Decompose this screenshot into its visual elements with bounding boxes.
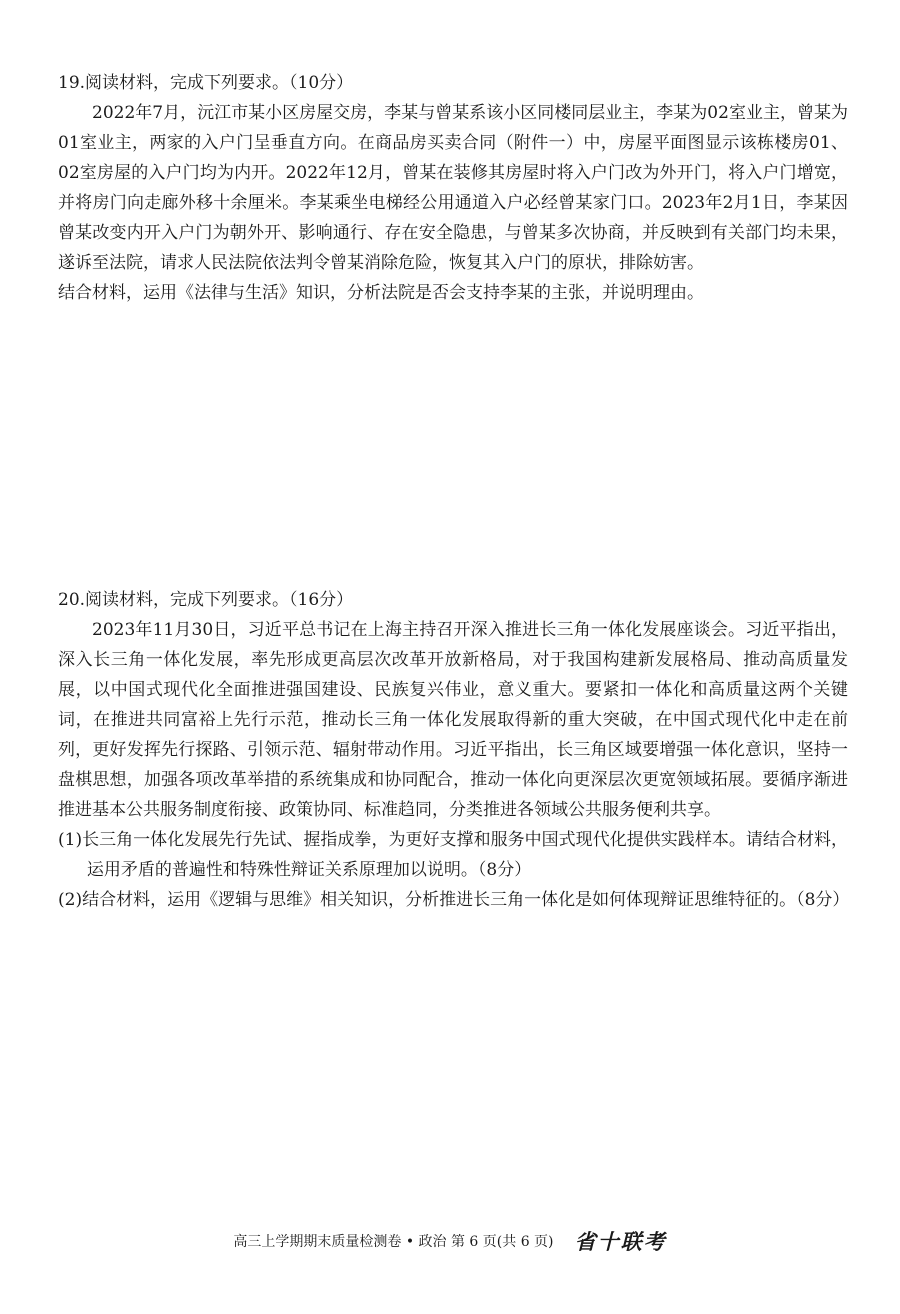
question-19-task: 结合材料，运用《法律与生活》知识，分析法院是否会支持李某的主张，并说明理由。 — [58, 283, 704, 303]
question-19-heading: 19.阅读材料，完成下列要求。（10分） — [58, 73, 354, 93]
footer-page-info: 高三上学期期末质量检测卷 • 政治 第 6 页(共 6 页) — [233, 1234, 554, 1250]
question-19 — [58, 68, 848, 308]
footer-logo: 省十联考 — [574, 1230, 667, 1254]
question-20-subquestion-1: (1)长三角一体化发展先行先试、握指成拳，为更好支撑和服务中国式现代化提供实践样本。请结合材料，运用矛盾的普遍性和特殊性辩证关系原理加以说明。（8分） — [58, 830, 848, 880]
question-20-subquestion-2: (2)结合材料，运用《逻辑与思维》相关知识，分析推进长三角一体化是如何体现辩证思维特征的。（8分） — [58, 890, 850, 910]
question-19-material: 2022年7月，沅江市某小区房屋交房，李某与曾某系该小区同楼同层业主，李某为02室业主，曾某为01室业主，两家的入户门呈垂直方向。在商品房买卖合同（附件一）中，房屋平面图显示该栋楼房01、02室房屋的入户门均为内开。2022年12月，曾某在装修其房屋时将入户门改为外开门，将入户门增宽，并将房门向走廊外移十余厘米。李某乘坐电梯经公用通道入户必经曾某家门口。2023年2月1日，李某因曾某改变内开入户门为朝外开、影响通行、存在安全隐患，与曾某多次协商，并反映到有关部门均未果，遂诉至法院，请求人民法院依法判令曾某消除危险，恢复其入户门的原状，排除妨害。 — [58, 103, 848, 273]
page-footer — [0, 1228, 900, 1256]
question-20 — [58, 585, 848, 915]
question-20-heading: 20.阅读材料，完成下列要求。（16分） — [58, 590, 354, 610]
question-20-material: 2023年11月30日，习近平总书记在上海主持召开深入推进长三角一体化发展座谈会。习近平指出，深入长三角一体化发展，率先形成更高层次改革开放新格局，对于我国构建新发展格局、推动高质量发展，以中国式现代化全面推进强国建设、民族复兴伟业，意义重大。要紧扣一体化和高质量这两个关键词，在推进共同富裕上先行示范，推动长三角一体化发展取得新的重大突破，在中国式现代化中走在前列，更好发挥先行探路、引领示范、辐射带动作用。习近平指出，长三角区域要增强一体化意识，坚持一盘棋思想，加强各项改革举措的系统集成和协同配合，推动一体化向更深层次更宽领域拓展。要循序渐进推进基本公共服务制度衔接、政策协同、标准趋同，分类推进各领域公共服务便利共享。 — [58, 620, 848, 820]
